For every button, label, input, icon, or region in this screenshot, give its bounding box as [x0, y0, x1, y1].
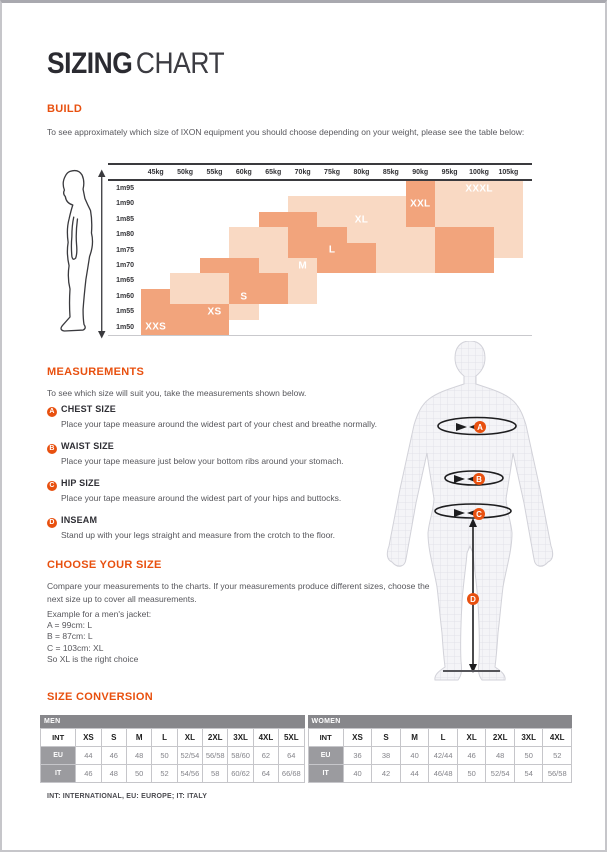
conversion-cell: 58	[203, 765, 228, 783]
build-chart-cell	[347, 289, 376, 304]
conversion-cell: 40	[400, 747, 429, 765]
measurement-item-desc: Place your tape measure just below your bottom ribs around your stomach.	[61, 456, 344, 466]
conversion-row-label: EU	[308, 747, 343, 765]
conversion-footnote: INT: INTERNATIONAL, EU: EUROPE; IT: ITALY	[47, 793, 208, 800]
measure-badge-b: B	[47, 444, 57, 454]
conversion-cell: 62	[253, 747, 278, 765]
build-chart-cell	[347, 304, 376, 319]
choose-heading: CHOOSE YOUR SIZE	[47, 559, 162, 571]
build-chart-cell	[435, 181, 464, 196]
build-chart-cell	[317, 196, 346, 211]
measurement-item-title: C HIP SIZE	[47, 478, 377, 491]
weight-label: 85kg	[382, 168, 399, 176]
build-chart-row	[141, 258, 523, 273]
build-chart-cell	[141, 273, 170, 288]
build-chart-cell	[288, 243, 317, 258]
build-chart-cell	[494, 196, 523, 211]
build-chart-height-labels	[108, 181, 141, 335]
build-chart	[108, 163, 532, 336]
conversion-cell: 54/56	[177, 765, 202, 783]
build-chart-cell	[170, 181, 199, 196]
build-chart-cell	[464, 196, 493, 211]
choose-body: Compare your measurements to the charts. If your measurements produce different sizes, choose the next size up to cover all measurements.	[47, 581, 430, 604]
build-chart-cell	[435, 212, 464, 227]
conversion-cell: S	[372, 729, 401, 747]
conversion-row-label: IT	[41, 765, 76, 783]
build-chart-cell	[317, 273, 346, 288]
build-chart-row	[141, 320, 523, 335]
build-chart-cell	[200, 289, 229, 304]
measurement-item-a	[47, 404, 377, 429]
build-chart-cell	[229, 212, 258, 227]
conversion-table-women	[308, 715, 573, 783]
build-chart-cell	[494, 227, 523, 242]
build-chart-cell	[259, 181, 288, 196]
build-chart-cell	[229, 181, 258, 196]
build-chart-row	[141, 289, 523, 304]
wireframe-body	[387, 341, 552, 680]
build-chart-cell	[494, 289, 523, 304]
build-chart-cell	[317, 289, 346, 304]
conversion-cell: 66/68	[279, 765, 304, 783]
choose-example	[47, 609, 151, 665]
conversion-row-it	[41, 765, 305, 783]
measure-badge-a: A	[47, 407, 57, 417]
weight-label: 50kg	[177, 168, 194, 176]
conversion-cell: 48	[101, 765, 126, 783]
build-chart-row	[141, 304, 523, 319]
page-title	[47, 47, 224, 81]
size-label-s: S	[240, 291, 248, 302]
conversion-cell: L	[429, 729, 458, 747]
measurements-list	[47, 404, 377, 552]
figure-badge-c: C	[476, 510, 482, 519]
person-front-wireframe-icon	[370, 341, 570, 691]
conversion-row-label: INT	[41, 729, 76, 747]
build-chart-cell	[376, 212, 405, 227]
build-chart-cell	[347, 273, 376, 288]
conversion-cell: 44	[400, 765, 429, 783]
conversion-cell: XS	[76, 729, 101, 747]
conversion-cell: 56/58	[543, 765, 572, 783]
weight-label: 75kg	[324, 168, 341, 176]
measurement-item-title: B WAIST SIZE	[47, 441, 377, 454]
conversion-cell: 46	[457, 747, 486, 765]
height-silhouette-figure	[42, 165, 112, 343]
measurement-item-title: D INSEAM	[47, 515, 377, 528]
build-chart-cell	[288, 273, 317, 288]
build-chart-cell	[494, 243, 523, 258]
build-chart-cell	[376, 320, 405, 335]
measure-badge-d: D	[47, 518, 57, 528]
conversion-cell: 58/60	[228, 747, 253, 765]
build-chart-cell	[435, 320, 464, 335]
measurements-heading: MEASUREMENTS	[47, 366, 145, 378]
measurement-item-desc: Place your tape measure around the widest part of your hips and buttocks.	[61, 493, 342, 503]
example-line: C = 103cm: XL	[47, 642, 104, 653]
conversion-grid	[308, 728, 573, 783]
build-chart-cell	[376, 273, 405, 288]
build-chart-cell	[347, 320, 376, 335]
build-chart-cell	[347, 243, 376, 258]
conversion-cell: 50	[126, 765, 151, 783]
conversion-row-label: INT	[308, 729, 343, 747]
build-chart-cell	[464, 212, 493, 227]
weight-label: 70kg	[294, 168, 311, 176]
conversion-table-men	[40, 715, 305, 783]
build-chart-cell	[317, 181, 346, 196]
build-chart-cell	[494, 273, 523, 288]
size-label-l: L	[328, 244, 336, 256]
build-chart-cell	[259, 196, 288, 211]
build-chart-cell	[376, 304, 405, 319]
build-chart-cell	[229, 196, 258, 211]
measurement-item-desc: Place your tape measure around the widest part of your chest and breathe normally.	[61, 419, 377, 429]
build-chart-cell	[406, 243, 435, 258]
conversion-cell: 52	[543, 747, 572, 765]
height-label: 1m60	[116, 292, 134, 300]
build-chart-cell	[170, 212, 199, 227]
conversion-cell: 50	[457, 765, 486, 783]
build-chart-cell	[435, 258, 464, 273]
measurements-intro: To see which size will suit you, take the measurements shown below.	[47, 388, 307, 398]
build-chart-cell	[494, 181, 523, 196]
conversion-cell: 48	[126, 747, 151, 765]
conversion-cell: 44	[76, 747, 101, 765]
build-chart-cell	[141, 304, 170, 319]
conversion-cell: 3XL	[514, 729, 543, 747]
height-label: 1m90	[116, 200, 134, 208]
build-chart-cell	[259, 258, 288, 273]
build-chart-weight-header	[108, 163, 532, 181]
build-chart-cell	[200, 243, 229, 258]
build-chart-cell	[141, 196, 170, 211]
build-chart-cell	[464, 227, 493, 242]
build-chart-cell	[229, 273, 258, 288]
height-label: 1m80	[116, 231, 134, 239]
build-chart-cell	[259, 289, 288, 304]
build-chart-row	[141, 227, 523, 242]
build-chart-cell	[347, 181, 376, 196]
build-chart-cell	[200, 273, 229, 288]
measurement-item-b	[47, 441, 377, 466]
example-line: Example for a men's jacket:	[47, 609, 152, 619]
conversion-cell: 3XL	[228, 729, 253, 747]
example-line: So XL is the right choice	[47, 653, 139, 664]
measurement-item-d	[47, 515, 377, 540]
size-label-xxs: XXS	[145, 321, 167, 333]
conversion-cell: 54	[514, 765, 543, 783]
build-chart-cell	[317, 258, 346, 273]
build-chart-cell	[376, 258, 405, 273]
height-label: 1m55	[116, 308, 134, 316]
measurement-figure	[370, 341, 570, 691]
build-chart-grid	[141, 181, 523, 335]
build-chart-cell	[288, 304, 317, 319]
build-chart-cell	[317, 304, 346, 319]
page-title-light: CHART	[135, 47, 225, 80]
build-chart-cell	[170, 289, 199, 304]
conversion-cell: 40	[343, 765, 372, 783]
conversion-cell: 64	[279, 747, 304, 765]
weight-label: 65kg	[265, 168, 282, 176]
build-chart-cell	[259, 304, 288, 319]
conversion-cell: 46	[101, 747, 126, 765]
build-chart-cell	[259, 320, 288, 335]
weight-label: 105kg	[498, 168, 519, 176]
build-chart-cell	[229, 320, 258, 335]
height-label: 1m70	[116, 261, 134, 269]
build-chart-cell	[200, 227, 229, 242]
measurement-item-title: A CHEST SIZE	[47, 404, 377, 417]
conversion-cell: L	[152, 729, 177, 747]
conversion-cell: XL	[457, 729, 486, 747]
build-chart-cell	[259, 227, 288, 242]
build-chart-cell	[406, 289, 435, 304]
weight-label: 45kg	[147, 168, 164, 176]
build-chart-cell	[170, 258, 199, 273]
build-chart-cell	[170, 273, 199, 288]
build-chart-cell	[200, 212, 229, 227]
conversion-cell: S	[101, 729, 126, 747]
weight-label: 100kg	[469, 168, 489, 176]
build-heading: BUILD	[47, 103, 83, 115]
conversion-group-bar: WOMEN	[308, 715, 573, 728]
conversion-cell: 46/48	[429, 765, 458, 783]
measurement-item-c	[47, 478, 377, 503]
height-label: 1m75	[116, 246, 134, 254]
conversion-heading: SIZE CONVERSION	[47, 691, 153, 703]
measurement-item-desc: Stand up with your legs straight and measure from the crotch to the floor.	[61, 530, 336, 540]
silhouette-arm	[71, 217, 77, 259]
figure-badge-a: A	[477, 423, 483, 432]
size-label-xs: XS	[207, 306, 222, 318]
person-side-profile-icon	[42, 165, 112, 343]
example-line: B = 87cm: L	[47, 631, 93, 642]
conversion-cell: 52	[152, 765, 177, 783]
build-chart-cell	[170, 243, 199, 258]
build-chart-cell	[141, 243, 170, 258]
build-chart-cell	[200, 320, 229, 335]
conversion-cell: 2XL	[486, 729, 515, 747]
build-chart-cell	[406, 304, 435, 319]
conversion-cell: 52/54	[177, 747, 202, 765]
size-label-m: M	[298, 260, 308, 272]
conversion-cell: 52/54	[486, 765, 515, 783]
build-chart-cell	[259, 273, 288, 288]
build-chart-cell	[464, 320, 493, 335]
size-label-xl: XL	[354, 214, 369, 225]
build-chart-cell	[464, 304, 493, 319]
height-label: 1m50	[116, 323, 134, 331]
height-label: 1m95	[116, 185, 134, 192]
conversion-cell: 42/44	[429, 747, 458, 765]
weight-label: 80kg	[353, 168, 370, 176]
build-chart-cell	[406, 227, 435, 242]
conversion-tables	[40, 715, 572, 783]
build-chart-cell	[141, 212, 170, 227]
conversion-row-int	[41, 729, 305, 747]
conversion-row-label: IT	[308, 765, 343, 783]
conversion-cell: 42	[372, 765, 401, 783]
build-chart-row	[141, 196, 523, 211]
conversion-grid	[40, 728, 305, 783]
conversion-row-eu	[41, 747, 305, 765]
build-chart-cell	[494, 212, 523, 227]
build-chart-cell	[170, 304, 199, 319]
build-chart-cell	[229, 227, 258, 242]
height-label: 1m85	[116, 215, 134, 223]
weight-label: 90kg	[412, 168, 429, 176]
figure-badge-b: B	[476, 475, 482, 484]
build-chart-cell	[288, 212, 317, 227]
conversion-cell: 38	[372, 747, 401, 765]
build-chart-cell	[141, 181, 170, 196]
weight-label: 60kg	[235, 168, 252, 176]
build-chart-cell	[317, 320, 346, 335]
build-chart-cell	[435, 196, 464, 211]
build-chart-cell	[288, 181, 317, 196]
conversion-cell: 5XL	[279, 729, 304, 747]
build-chart-cell	[170, 227, 199, 242]
build-chart-cell	[376, 289, 405, 304]
build-chart-row	[141, 273, 523, 288]
build-chart-cell	[259, 212, 288, 227]
build-chart-cell	[376, 181, 405, 196]
build-chart-cell	[406, 258, 435, 273]
conversion-cell: 50	[152, 747, 177, 765]
height-label: 1m65	[116, 277, 134, 285]
build-chart-cell	[406, 273, 435, 288]
build-chart-cell	[464, 273, 493, 288]
build-chart-cell	[406, 181, 435, 196]
build-chart-cell	[347, 196, 376, 211]
conversion-cell: 36	[343, 747, 372, 765]
build-chart-cell	[406, 212, 435, 227]
build-chart-cell	[376, 196, 405, 211]
build-chart-cell	[464, 258, 493, 273]
build-chart-cell	[435, 243, 464, 258]
build-chart-cell	[464, 289, 493, 304]
build-chart-cell	[317, 227, 346, 242]
conversion-row-it	[308, 765, 572, 783]
figure-badge-d: D	[470, 595, 476, 604]
build-chart-row	[141, 212, 523, 227]
conversion-group-bar: MEN	[40, 715, 305, 728]
build-chart-cell	[288, 196, 317, 211]
build-chart-cell	[376, 227, 405, 242]
build-chart-cell	[170, 320, 199, 335]
build-chart-cell	[200, 196, 229, 211]
size-label-xxl: XXL	[410, 198, 431, 210]
build-chart-cell	[200, 181, 229, 196]
conversion-cell: 4XL	[543, 729, 572, 747]
conversion-cell: 46	[76, 765, 101, 783]
build-chart-cell	[141, 258, 170, 273]
conversion-cell: 48	[486, 747, 515, 765]
conversion-row-label: EU	[41, 747, 76, 765]
conversion-cell: 4XL	[253, 729, 278, 747]
build-chart-cell	[347, 227, 376, 242]
build-chart-cell	[494, 258, 523, 273]
conversion-cell: M	[126, 729, 151, 747]
build-chart-cell	[229, 304, 258, 319]
conversion-cell: 2XL	[203, 729, 228, 747]
conversion-cell: 64	[253, 765, 278, 783]
weight-label: 55kg	[206, 168, 223, 176]
build-chart-cell	[464, 243, 493, 258]
build-chart-cell	[229, 258, 258, 273]
conversion-cell: M	[400, 729, 429, 747]
build-chart-cell	[406, 320, 435, 335]
conversion-cell: 50	[514, 747, 543, 765]
weight-label: 95kg	[441, 168, 458, 176]
build-chart-cell	[229, 243, 258, 258]
build-chart-cell	[288, 227, 317, 242]
build-chart-cell	[259, 243, 288, 258]
build-chart-cell	[200, 258, 229, 273]
height-arrow	[98, 170, 105, 339]
example-line: A = 99cm: L	[47, 620, 93, 631]
build-chart-cell	[376, 243, 405, 258]
build-intro: To see approximately which size of IXON equipment you should choose depending on your weight, please see the table below:	[47, 127, 525, 137]
conversion-cell: 56/58	[203, 747, 228, 765]
measure-badge-c: C	[47, 481, 57, 491]
build-chart-cell	[141, 227, 170, 242]
build-chart-cell	[494, 320, 523, 335]
conversion-cell: XS	[343, 729, 372, 747]
page-title-bold: SIZING	[47, 47, 133, 80]
build-chart-bottom-rule	[108, 335, 532, 336]
conversion-row-eu	[308, 747, 572, 765]
build-chart-cell	[170, 196, 199, 211]
build-chart-cell	[288, 320, 317, 335]
build-chart-cell	[494, 304, 523, 319]
build-chart-cell	[435, 289, 464, 304]
conversion-row-int	[308, 729, 572, 747]
build-chart-cell	[435, 227, 464, 242]
build-chart-cell	[435, 273, 464, 288]
build-chart-cell	[141, 289, 170, 304]
build-chart-cell	[317, 212, 346, 227]
build-chart-cell	[347, 258, 376, 273]
build-chart-cell	[288, 289, 317, 304]
conversion-cell: XL	[177, 729, 202, 747]
conversion-cell: 60/62	[228, 765, 253, 783]
build-chart-cell	[435, 304, 464, 319]
size-label-xxxl: XXXL	[465, 183, 493, 195]
